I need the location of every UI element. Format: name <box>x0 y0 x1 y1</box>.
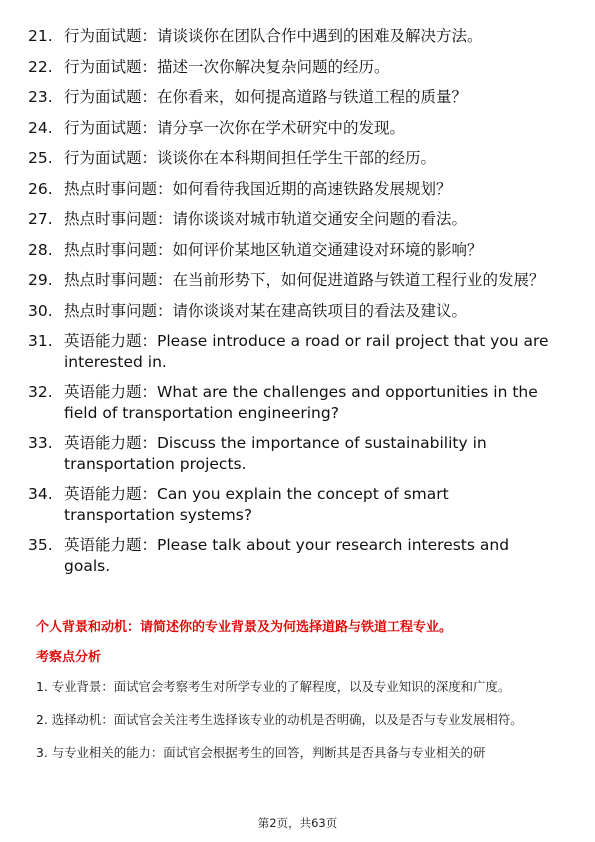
analysis-point: 2. 选择动机：面试官会关注考生选择该专业的动机是否明确，以及是否与专业发展相符。 <box>36 712 523 727</box>
page-footer: 第2页，共63页 <box>257 816 338 830</box>
question-number: 30. <box>28 301 53 320</box>
question-text: 英语能力题：Discuss the importance of sustainability in transportation projects. <box>64 434 487 473</box>
question-item <box>28 57 558 78</box>
question-item <box>28 148 558 169</box>
question-text: 热点时事问题：如何评价某地区轨道交通建设对环境的影响？ <box>64 240 483 259</box>
question-number: 35. <box>28 536 53 554</box>
question-number: 27. <box>28 210 53 228</box>
question-text: 热点时事问题：在当前形势下，如何促进道路与铁道工程行业的发展？ <box>64 271 545 289</box>
question-number: 21. <box>28 27 53 45</box>
question-number: 34. <box>28 485 53 503</box>
question-number: 24. <box>28 118 53 137</box>
question-text: 行为面试题：请分享一次你在学术研究中的发现。 <box>64 118 406 137</box>
question-number: 25. <box>28 149 53 167</box>
question-item <box>28 270 558 291</box>
question-number: 23. <box>28 88 53 106</box>
question-text: 英语能力题：Can you explain the concept of smart transportation systems? <box>64 485 449 524</box>
question-text: 行为面试题：在你看来，如何提高道路与铁道工程的质量？ <box>64 88 468 106</box>
question-text: 英语能力题：What are the challenges and opportunities in the field of transportation engineering? <box>64 383 538 422</box>
question-text: 行为面试题：请谈谈你在团队合作中遇到的困难及解决方法。 <box>64 27 483 45</box>
question-text: 行为面试题：谈谈你在本科期间担任学生干部的经历。 <box>64 149 437 167</box>
question-item <box>28 240 558 261</box>
question-number: 31. <box>28 332 53 350</box>
question-text: 热点时事问题：如何看待我国近期的高速铁路发展规划？ <box>64 179 452 198</box>
analysis-title: 考察点分析 <box>36 650 102 665</box>
analysis-point: 1. 专业背景：面试官会考察考生对所学专业的了解程度，以及专业知识的深度和广度。 <box>36 679 511 694</box>
question-item <box>28 433 558 474</box>
question-item <box>28 382 558 423</box>
question-number: 28. <box>28 240 53 259</box>
question-item <box>28 26 558 47</box>
question-item <box>28 331 558 372</box>
question-item <box>28 179 558 200</box>
analysis-point: 3. 与专业相关的能力：面试官会根据考生的回答，判断其是否具备与专业相关的研 <box>36 745 486 760</box>
question-item <box>28 484 558 525</box>
question-text: 英语能力题：Please talk about your research interests and goals. <box>64 536 510 575</box>
question-number: 32. <box>28 383 53 401</box>
question-text: 行为面试题：描述一次你解决复杂问题的经历。 <box>64 57 390 76</box>
question-item <box>28 87 558 108</box>
question-number: 29. <box>28 271 53 289</box>
question-list <box>28 26 558 586</box>
question-item <box>28 209 558 230</box>
question-text: 热点时事问题：请你谈谈对城市轨道交通安全问题的看法。 <box>64 210 468 228</box>
question-number: 22. <box>28 57 53 76</box>
question-item <box>28 118 558 139</box>
question-number: 26. <box>28 179 53 198</box>
analysis-points <box>36 674 560 773</box>
section-title: 个人背景和动机：请简述你的专业背景及为何选择道路与铁道工程专业。 <box>36 620 453 635</box>
question-item <box>28 301 558 322</box>
question-text: 热点时事问题：请你谈谈对某在建高铁项目的看法及建议。 <box>64 301 468 320</box>
question-text: 英语能力题：Please introduce a road or rail project that you are interested in. <box>64 332 549 371</box>
question-item <box>28 535 558 576</box>
question-number: 33. <box>28 434 53 452</box>
